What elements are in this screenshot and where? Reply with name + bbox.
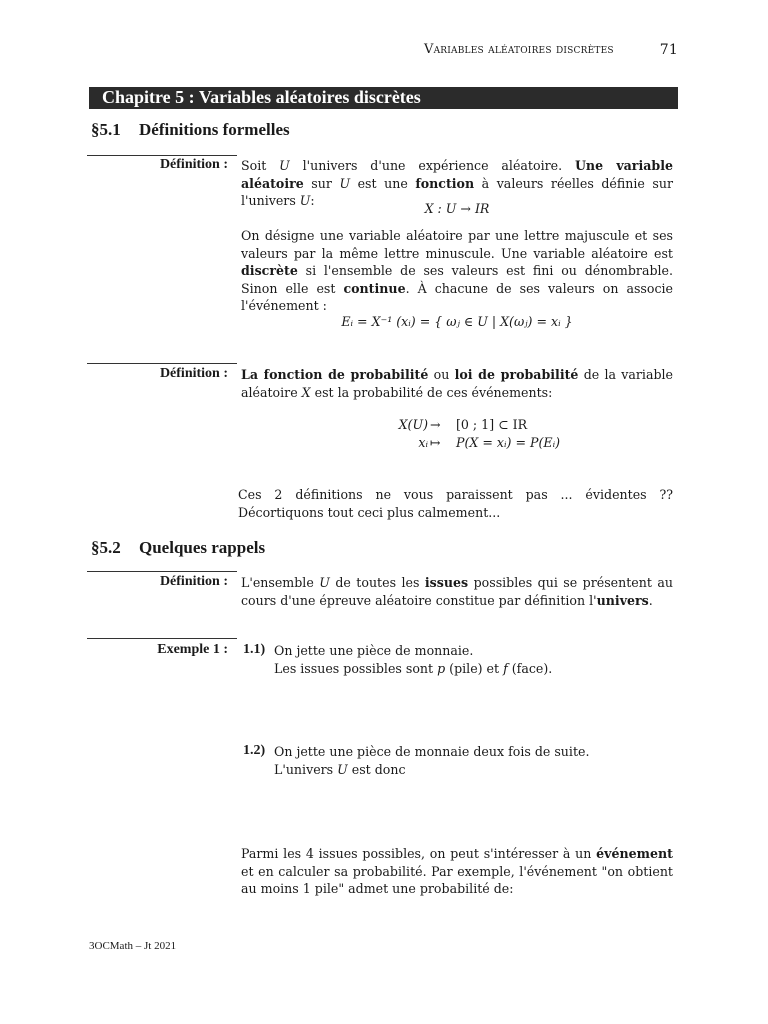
example-label: Exemple 1 :	[157, 642, 228, 657]
section-number: §5.1	[91, 120, 121, 139]
page-footer: 3OCMath – Jt 2021	[89, 940, 177, 952]
section-title: Définitions formelles	[139, 120, 290, 139]
definition-paragraph: Soit U l'univers d'une expérience aléatoire. Une variable aléatoire sur U est une fonction à valeurs réelles définie sur l'univers U:	[241, 158, 673, 208]
definition-rule	[87, 571, 237, 572]
page-number: 71	[659, 42, 678, 58]
definition-rule	[87, 155, 237, 156]
formula-x-mapping: X : U → IR	[424, 201, 490, 216]
running-title: Variables aléatoires discrètes	[424, 42, 614, 57]
mapping-codomain: [0 ; 1] ⊂ IR	[456, 417, 528, 432]
definition-paragraph: On désigne une variable aléatoire par une lettre majuscule et ses valeurs par la même lettre minuscule. Une variable aléatoire est discrète si l'ensemble de ses valeurs est fini ou dénombrable. Sinon elle est continue. À chacune de ses valeurs on associe l'événement :	[241, 228, 673, 313]
mapping-element: xᵢ	[418, 435, 428, 450]
mapping-maps-to: ↦	[430, 435, 441, 450]
section-title: Quelques rappels	[139, 538, 266, 557]
example-item-number: 1.2)	[243, 743, 266, 758]
definition-label: Définition :	[159, 366, 228, 381]
mapping-domain: X(U)	[398, 417, 428, 432]
section-heading-5-1	[91, 120, 290, 140]
definition-paragraph: La fonction de probabilité ou loi de probabilité de la variable aléatoire X est la probabilité de ces événements:	[241, 367, 673, 400]
example-item-text: On jette une pièce de monnaie. Les issues possibles sont p (pile) et f (face).	[274, 643, 553, 676]
chapter-title: Chapitre 5 : Variables aléatoires discrètes	[102, 87, 421, 107]
definition-label: Définition :	[159, 574, 228, 589]
chapter-title-bar	[89, 87, 678, 109]
example-item-number: 1.1)	[243, 642, 266, 657]
mapping-image: P(X = xᵢ) = P(Eᵢ)	[456, 435, 561, 450]
formula-event-definition: Eᵢ = X⁻¹ (xᵢ) = { ωⱼ ∈ U | X(ωⱼ) = xᵢ }	[341, 314, 573, 329]
definition-label: Définition :	[159, 157, 228, 172]
definition-rule	[87, 363, 237, 364]
remark-paragraph: Ces 2 définitions ne vous paraissent pas ... évidentes ?? Décortiquons tout ceci plus calmement...	[238, 487, 673, 520]
closing-paragraph: Parmi les 4 issues possibles, on peut s'intéresser à un événement et en calculer sa probabilité. Par exemple, l'événement "on obtient au moins 1 pile" admet une probabilité de:	[241, 846, 673, 896]
mapping-arrow: →	[430, 417, 441, 432]
probability-mapping	[370, 417, 590, 457]
section-number: §5.2	[91, 538, 121, 557]
section-heading-5-2	[91, 538, 265, 558]
example-item-text: On jette une pièce de monnaie deux fois de suite. L'univers U est donc	[274, 744, 590, 777]
definition-paragraph: L'ensemble U de toutes les issues possibles qui se présentent au cours d'une épreuve aléatoire constitue par définition l'univers.	[241, 575, 673, 608]
example-rule	[87, 638, 237, 639]
